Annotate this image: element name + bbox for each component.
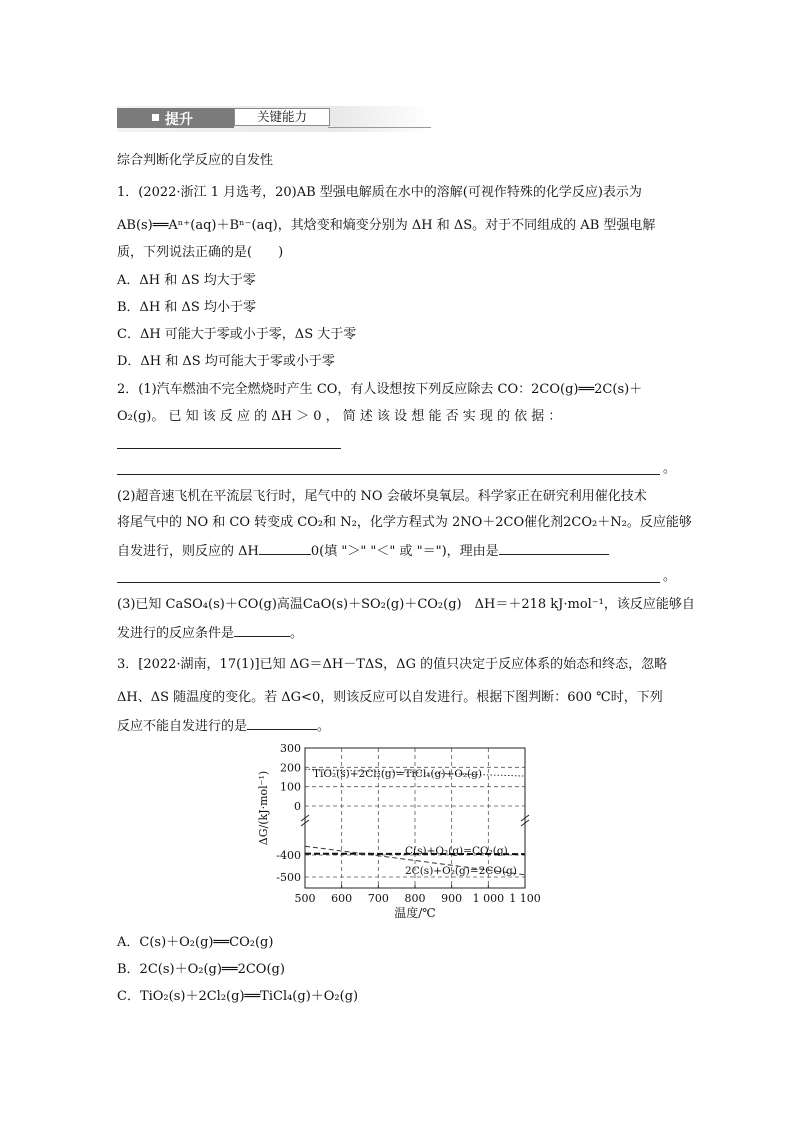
y-tick-label: 300	[280, 742, 301, 755]
q2-condition-blank[interactable]	[234, 623, 290, 637]
q2-answer-blank-3[interactable]	[117, 582, 660, 583]
y-tick-label: 0	[294, 800, 301, 813]
square-bullet-icon	[152, 114, 159, 121]
x-tick-label: 800	[404, 892, 426, 905]
q1-stem-line1: 1．(2022·浙江 1 月选考，20)AB 型强电解质在水中的溶解(可视作特殊的化学反应)表示为	[117, 185, 642, 200]
q2-part3-period: 。	[290, 626, 304, 641]
q2-part2-line3	[117, 541, 609, 561]
x-tick-label: 700	[367, 892, 389, 905]
y-tick-label: 100	[280, 780, 301, 794]
q1-option-c: C．ΔH 可能大于零或小于零，ΔS 大于零	[117, 327, 357, 342]
chart-labels	[257, 742, 541, 920]
q1-stem-line3: 质，下列说法正确的是( )	[117, 245, 284, 260]
q2-part3-line1: (3)已知 CaSO₄(s)＋CO(g)高温CaO(s)＋SO₂(g)＋CO₂(g) ΔH＝＋218 kJ·mol⁻¹，该反应能够自	[117, 597, 695, 612]
x-axis-title: 温度/℃	[394, 906, 436, 920]
q2-part1-line2: O₂(g)。 已 知 该 反 应 的 ΔH ＞ 0 ， 简 述 该 设 想 能 否 实 现 的 依 据 ：	[117, 409, 562, 424]
q2-part2-line1: (2)超音速飞机在平流层飞行时，尾气中的 NO 会破坏臭氧层。科学家正在研究利用催化技术	[117, 489, 647, 504]
x-tick-label: 600	[331, 892, 353, 905]
q3-stem-line2: ΔH、ΔS 随温度的变化。若 ΔG<0，则该反应可以自发进行。根据下图判断：600 ℃时，下列	[117, 690, 663, 705]
q2-part1-line1: 2．(1)汽车燃油不完全燃烧时产生 CO，有人设想按下列反应除去 CO：2CO(g)══2C(s)＋	[117, 382, 643, 397]
q3-option-b: B．2C(s)＋O₂(g)══2CO(g)	[117, 962, 285, 977]
banner-subtitle: 关键能力	[234, 108, 330, 126]
banner-dark-tab	[117, 108, 234, 128]
q2-part2-line3-mid: 0(填 "＞" "＜" 或 "＝")，理由是	[310, 544, 499, 559]
q2-reason-blank[interactable]	[499, 541, 609, 555]
q1-option-a: A．ΔH 和 ΔS 均大于零	[117, 273, 256, 288]
series-label: 2C(s)+O₂(g)=2CO(g)	[405, 865, 517, 877]
y-tick-label: -400	[276, 849, 301, 862]
q1-stem-line2: AB(s)══Aⁿ⁺(aq)＋Bⁿ⁻(aq)，其焓变和熵变分别为 ΔH 和 ΔS。对于不同组成的 AB 型强电解	[117, 218, 656, 233]
q1-option-b: B．ΔH 和 ΔS 均小于零	[117, 300, 256, 315]
banner-underline	[328, 127, 431, 128]
q2-part1-period: 。	[663, 461, 677, 476]
x-tick-label: 500	[294, 892, 316, 905]
q2-part2-line2: 将尾气中的 NO 和 CO 转变成 CO₂和 N₂，化学方程式为 2NO＋2CO催化剂2CO₂＋N₂。反应能够	[117, 515, 692, 530]
q3-option-c: C．TiO₂(s)＋2Cl₂(g)══TiCl₄(g)＋O₂(g)	[117, 989, 359, 1004]
q3-stem-line3	[117, 716, 330, 736]
q3-answer-blank[interactable]	[247, 716, 317, 730]
series-label: TiO₂(s)+2Cl₂(g)=TiCl₄(g)+O₂(g)	[313, 768, 482, 780]
q2-part3-line2	[117, 623, 303, 643]
section-title: 综合判断化学反应的自发性	[117, 153, 274, 168]
y-tick-label: -500	[276, 871, 301, 884]
delta-g-temperature-chart	[255, 740, 545, 920]
x-tick-label: 1 000	[472, 892, 505, 905]
q2-part3-line2-start: 发进行的反应条件是	[117, 626, 235, 641]
q3-stem-line3-start: 反应不能自发进行的是	[117, 719, 248, 734]
y-axis-title: ΔG/(kJ·mol⁻¹)	[257, 770, 270, 846]
q2-part2-line3-start: 自发进行，则反应的 ΔH	[117, 544, 259, 559]
series-label: C(s)+O₂(g)=CO₂(g)	[405, 845, 508, 857]
q3-stem-line1: 3．[2022·湖南，17(1)]已知 ΔG＝ΔH－TΔS，ΔG 的值只决定于反应体系的始态和终态，忽略	[117, 657, 668, 672]
section-banner	[117, 106, 431, 132]
q1-option-d: D．ΔH 和 ΔS 均可能大于零或小于零	[117, 354, 335, 369]
q2-answer-blank-2[interactable]	[117, 474, 660, 475]
q3-option-a: A．C(s)＋O₂(g)══CO₂(g)	[117, 935, 274, 950]
banner-title: 提升	[165, 112, 193, 128]
q3-stem-period: 。	[317, 719, 331, 734]
q2-part2-period: 。	[663, 569, 677, 584]
y-tick-label: 200	[280, 761, 301, 775]
q2-answer-blank-1[interactable]	[117, 448, 341, 449]
x-tick-label: 900	[441, 892, 463, 905]
q2-dh-sign-blank[interactable]	[259, 541, 311, 555]
x-tick-label: 1 100	[509, 892, 541, 905]
